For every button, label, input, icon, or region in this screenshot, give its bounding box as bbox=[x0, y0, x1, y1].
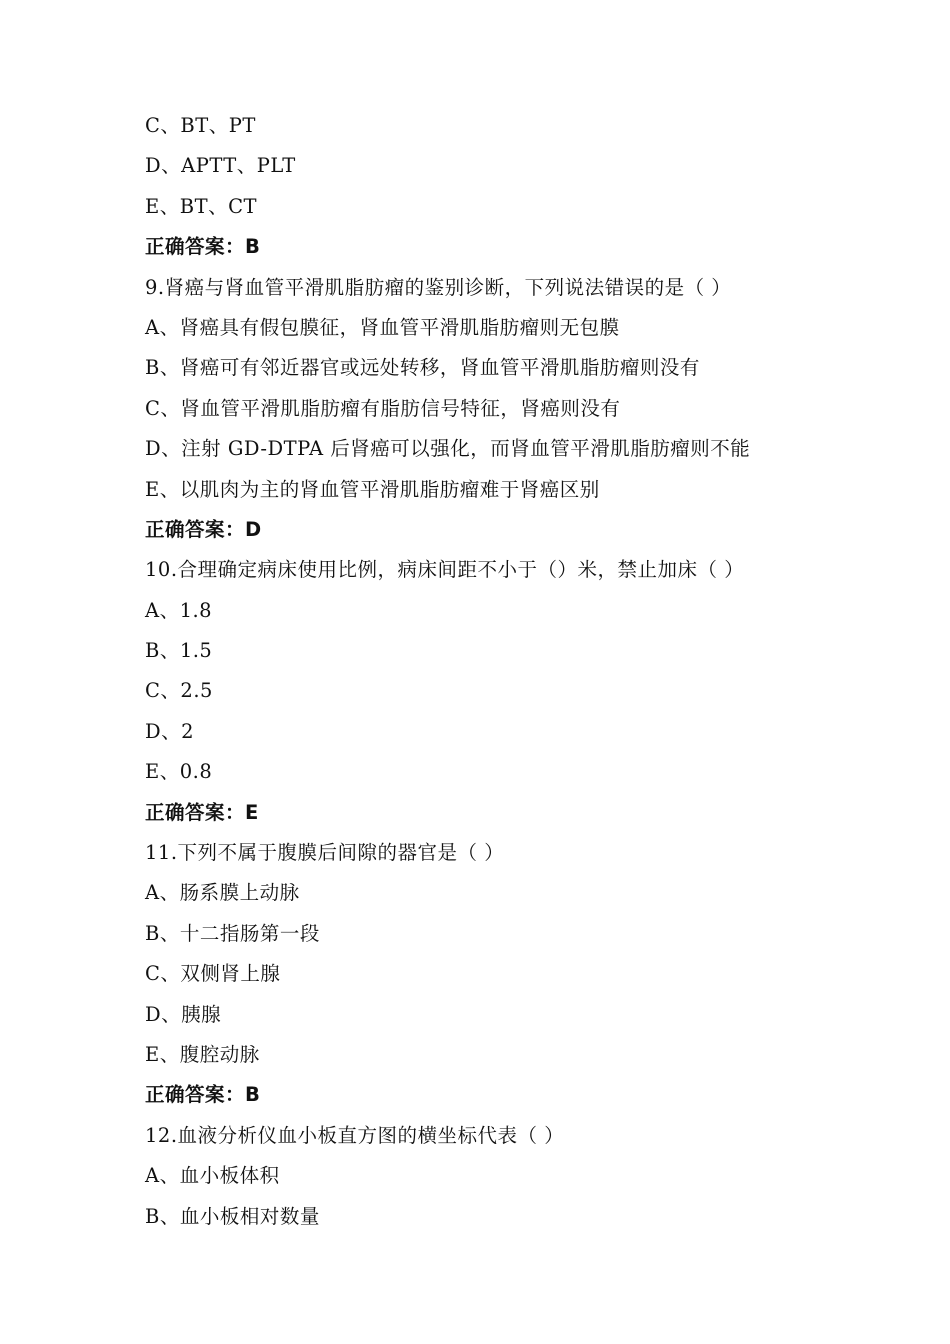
option-9c: C、肾血管平滑肌脂肪瘤有脂肪信号特征，肾癌则没有 bbox=[145, 396, 621, 420]
option-8e: E、BT、CT bbox=[145, 194, 257, 218]
option-10d: D、2 bbox=[145, 719, 195, 743]
answer-8: 正确答案：B bbox=[145, 235, 261, 259]
option-9e: E、以肌肉为主的肾血管平滑肌脂肪瘤难于肾癌区别 bbox=[145, 477, 600, 501]
answer-9: 正确答案：D bbox=[145, 517, 262, 541]
option-11e: E、腹腔动脉 bbox=[145, 1042, 260, 1066]
option-9b: B、肾癌可有邻近器官或远处转移，肾血管平滑肌脂肪瘤则没有 bbox=[145, 356, 700, 380]
option-11c: C、双侧肾上腺 bbox=[145, 962, 281, 986]
option-12a: A、血小板体积 bbox=[145, 1164, 280, 1188]
option-10e: E、0.8 bbox=[145, 760, 213, 784]
question-12: 12.血液分析仪血小板直方图的横坐标代表（ ） bbox=[145, 1123, 565, 1147]
option-11a: A、肠系膜上动脉 bbox=[145, 881, 300, 905]
option-8c: C、BT、PT bbox=[145, 114, 256, 137]
option-11b: B、十二指肠第一段 bbox=[145, 921, 320, 945]
option-10b: B、1.5 bbox=[145, 639, 213, 663]
option-9d: D、注射 GD-DTPA 后肾癌可以强化，而肾血管平滑肌脂肪瘤则不能 bbox=[145, 437, 751, 461]
question-list bbox=[145, 106, 845, 1237]
option-10c: C、2.5 bbox=[145, 679, 213, 703]
option-10a: A、1.8 bbox=[145, 598, 213, 622]
option-12b: B、血小板相对数量 bbox=[145, 1204, 320, 1228]
question-10: 10.合理确定病床使用比例，病床间距不小于（）米，禁止加床（ ） bbox=[145, 558, 745, 582]
option-11d: D、胰腺 bbox=[145, 1002, 222, 1026]
option-9a: A、肾癌具有假包膜征，肾血管平滑肌脂肪瘤则无包膜 bbox=[145, 315, 620, 339]
option-8d: D、APTT、PLT bbox=[145, 154, 296, 178]
question-9: 9.肾癌与肾血管平滑肌脂肪瘤的鉴别诊断，下列说法错误的是（ ） bbox=[145, 275, 732, 299]
question-11: 11.下列不属于腹膜后间隙的器官是（ ） bbox=[145, 841, 505, 865]
answer-10: 正确答案：E bbox=[145, 800, 259, 824]
answer-11: 正确答案：B bbox=[145, 1083, 261, 1107]
